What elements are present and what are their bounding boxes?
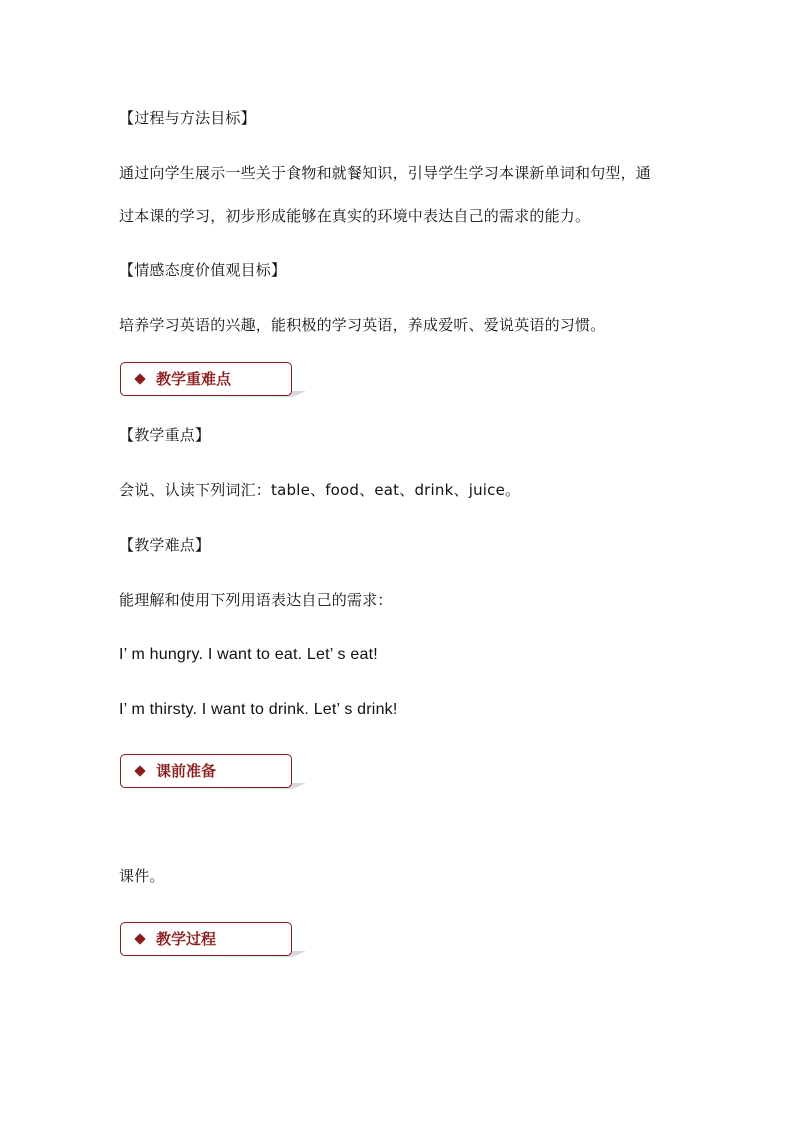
section-title: 教学过程 (156, 930, 217, 948)
section-header-key-difficult (120, 362, 292, 396)
diamond-bullet-icon (134, 373, 145, 384)
process-method-text-line-2: 过本课的学习，初步形成能够在真实的环境中表达自己的需求的能力。 (119, 207, 591, 225)
process-method-heading: 【过程与方法目标】 (119, 109, 256, 127)
emotion-heading: 【情感态度价值观目标】 (119, 261, 287, 279)
preparation-text: 课件。 (119, 867, 165, 885)
difficult-points-heading: 【教学难点】 (119, 536, 211, 554)
diamond-bullet-icon (134, 933, 145, 944)
example-sentence-hungry: I’ m hungry. I want to eat. Let’ s eat! (119, 646, 378, 663)
section-title: 教学重难点 (156, 370, 232, 388)
difficult-points-text: 能理解和使用下列用语表达自己的需求： (119, 591, 393, 609)
diamond-bullet-icon (134, 765, 145, 776)
section-header-process (120, 922, 292, 956)
process-method-text-line-1: 通过向学生展示一些关于食物和就餐知识，引导学生学习本课新单词和句型，通 (119, 164, 652, 182)
key-points-heading: 【教学重点】 (119, 426, 211, 444)
section-title: 课前准备 (156, 762, 217, 780)
emotion-text: 培养学习英语的兴趣，能积极的学习英语，养成爱听、爱说英语的习惯。 (119, 316, 606, 334)
key-points-text: 会说、认读下列词汇：table、food、eat、drink、juice。 (119, 481, 521, 499)
example-sentence-thirsty: I’ m thirsty. I want to drink. Let’ s drink! (119, 701, 398, 718)
section-header-preparation (120, 754, 292, 788)
